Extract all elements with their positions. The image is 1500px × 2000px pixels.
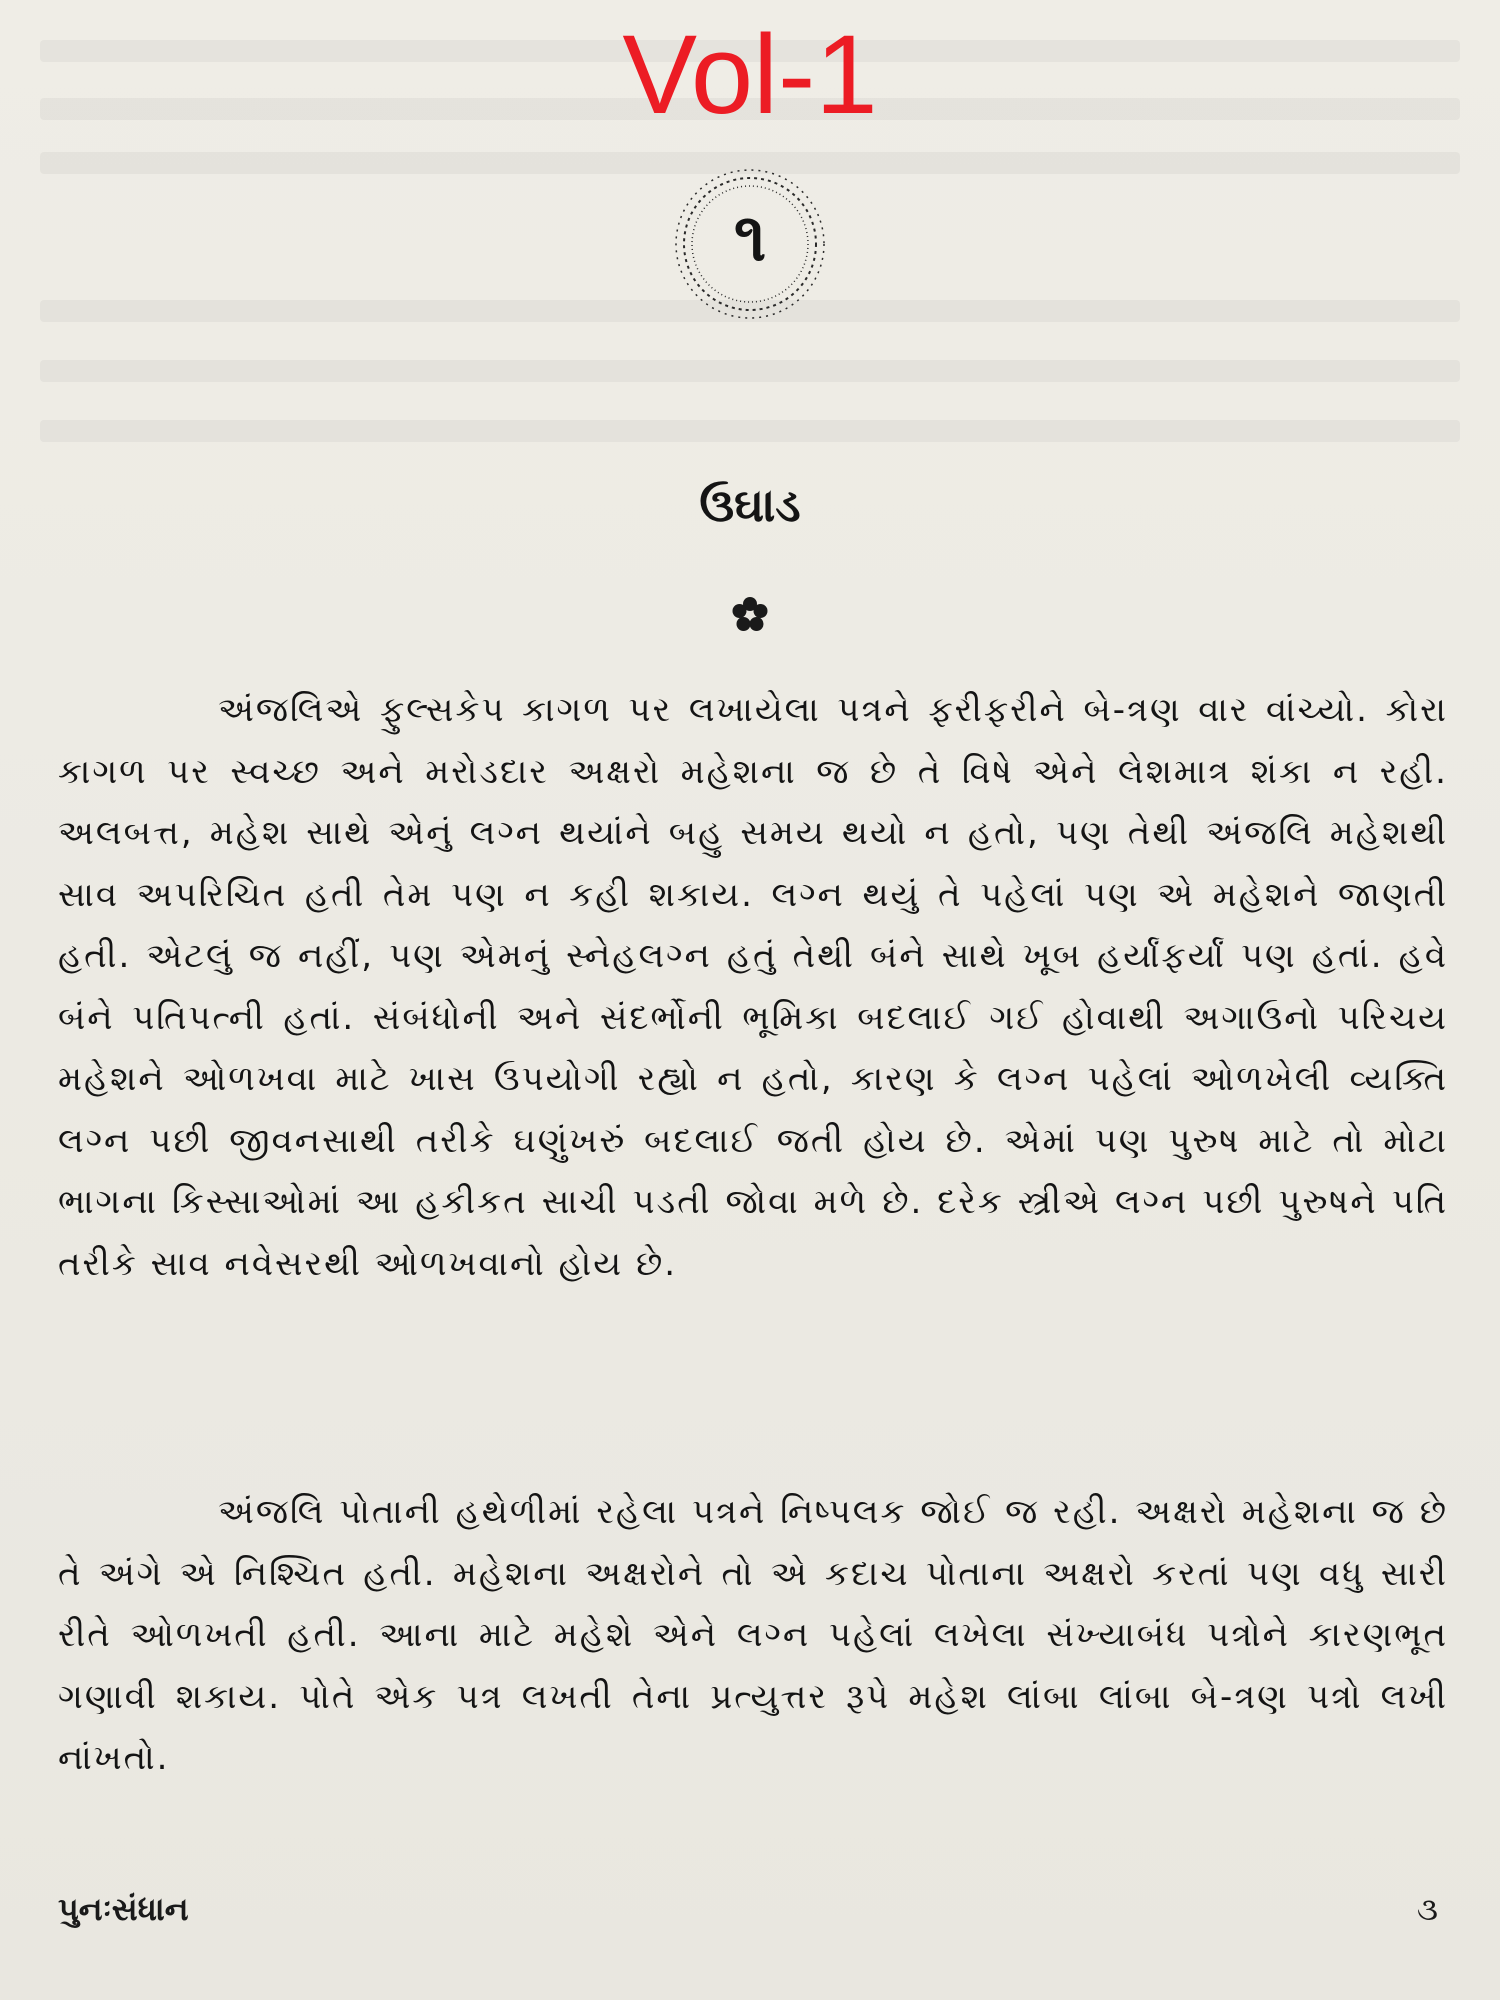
- paragraph: અંજલિએ ફુલ્સકેપ કાગળ પર લખાયેલા પત્રને ફરીફરીને બે-ત્રણ વાર વાંચ્યો. કોરા કાગળ પર સ્વચ્છ અને મરોડદાર અક્ષરો મહેશના જ છે તે વિષે એને લેશમાત્ર શંકા ન રહી. અલબત્ત, મહેશ સાથે એનું લગ્ન થયાંને બહુ સમય થયો ન હતો, પણ તેથી અંજલિ મહેશથી સાવ અપરિચિત હતી તેમ પણ ન કહી શકાય. લગ્ન થયું તે પહેલાં પણ એ મહેશને જાણતી હતી. એટલું જ નહીં, પણ એમનું સ્નેહલગ્ન હતું તેથી બંને સાથે ખૂબ હર્યાંફર્યાં પણ હતાં. હવે બંને પતિપત્ની હતાં. સંબંધોની અને સંદર્ભોની ભૂમિકા બદલાઈ ગઈ હોવાથી અગાઉનો પરિચય મહેશને ઓળખવા માટે ખાસ ઉપયોગી રહ્યો ન હતો, કારણ કે લગ્ન પહેલાં ઓળખેલી વ્યક્તિ લગ્ન પછી જીવનસાથી તરીકે ઘણુંખરું બદલાઈ જતી હોય છે. એમાં પણ પુરુષ માટે તો મોટા ભાગના કિસ્સાઓમાં આ હકીકત સાચી પડતી જોવા મળે છે. દરેક સ્ત્રીએ લગ્ન પછી પુરુષને પતિ તરીકે સાવ નવેસરથી ઓળખવાનો હોય છે.: [58, 690, 1448, 1284]
- footer-book-title: પુનઃસંધાન: [58, 1890, 189, 1928]
- chapter-number: ૧: [733, 198, 767, 276]
- bleed-through-mark: [40, 420, 1460, 442]
- flower-icon: [731, 596, 769, 634]
- page-number: ૩: [1416, 1890, 1438, 1928]
- bleed-through-mark: [40, 360, 1460, 382]
- volume-label: Vol-1: [622, 12, 878, 137]
- chapter-title: ઉઘાડ: [699, 478, 801, 532]
- paragraph: અંજલિ પોતાની હથેળીમાં રહેલા પત્રને નિષ્પલક જોઈ જ રહી. અક્ષરો મહેશના જ છે તે અંગે એ નિશ્ચિત હતી. મહેશના અક્ષરોને તો એ કદાચ પોતાના અક્ષરો કરતાં પણ વધુ સારી રીતે ઓળખતી હતી. આના માટે મહેશે એને લગ્ન પહેલાં લખેલા સંખ્યાબંધ પત્રોને કારણભૂત ગણાવી શકાય. પોતે એક પત્ર લખતી તેના પ્રત્યુત્તર રૂપે મહેશ લાંબા લાંબા બે-ત્રણ પત્રો લખી નાંખતો.: [58, 1492, 1448, 1778]
